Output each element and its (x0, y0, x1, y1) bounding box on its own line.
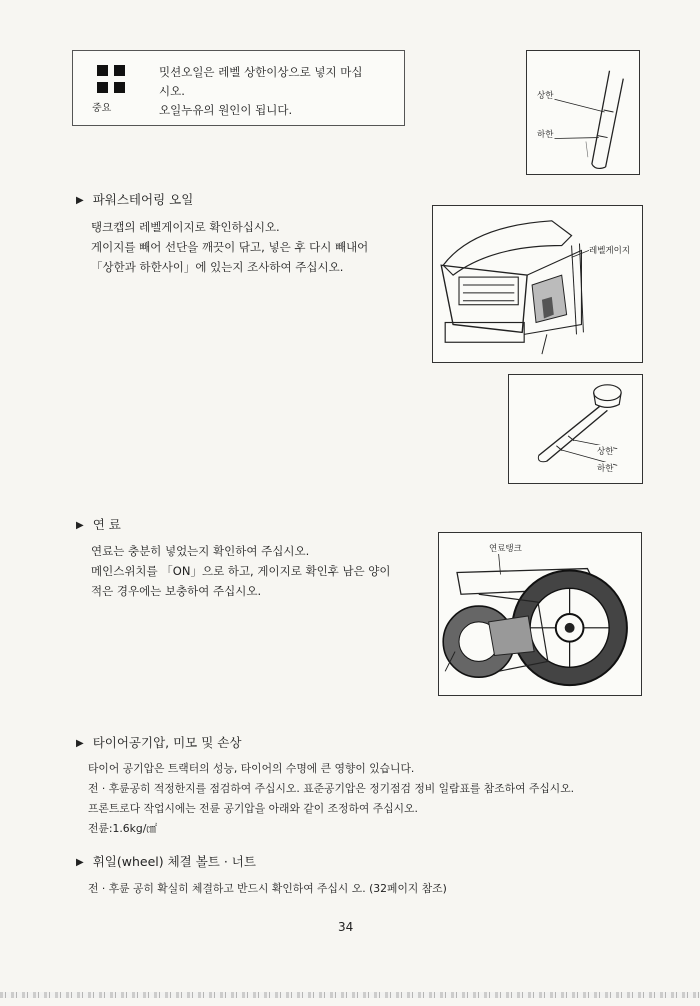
paragraph-line: 탱크캡의 레벨게이지로 확인하십시오. (91, 220, 280, 234)
fuel-tank-label: 연료탱크 (489, 544, 522, 554)
paragraph-line: 전 · 후륜 공히 확실히 체결하고 반드시 확인하여 주십시 오. (32페이지 참조) (88, 882, 447, 895)
section-wheel-body (88, 879, 447, 899)
triangle-arrow-icon: ▶ (76, 520, 84, 531)
dipstick-figure-top (526, 50, 640, 175)
scan-edge-artifact (0, 992, 700, 998)
paragraph-line: 타이어 공기압은 트랙터의 성능, 타이어의 수명에 큰 영향이 있습니다. (88, 762, 415, 775)
paragraph-line: 「상한과 하한사이」에 있는지 조사하여 주십시오. (91, 260, 344, 274)
dipstick-gauge-illustration (509, 375, 642, 483)
notice-text (159, 63, 399, 120)
section-tire-body (88, 759, 574, 839)
triangle-arrow-icon: ▶ (76, 195, 84, 206)
notice-box (72, 50, 405, 126)
tractor-front-illustration (433, 206, 642, 362)
dipstick-illustration (527, 51, 639, 174)
paragraph-line: 적은 경우에는 보충하여 주십시오. (91, 584, 262, 598)
paragraph-line: 연료는 충분히 넣었는지 확인하여 주십시오. (91, 544, 310, 558)
paragraph-line: 게이지를 빼어 선단을 깨끗이 닦고, 넣은 후 다시 빼내어 (91, 240, 369, 254)
section-fuel-title: ▶ 연 료 (76, 517, 121, 532)
warning-icon (97, 65, 125, 93)
section-wheel-title: ▶ 휘일(wheel) 체결 볼트 · 너트 (76, 854, 256, 869)
paragraph-line: 메인스위치를 「ON」으로 하고, 게이지로 확인후 남은 양이 (91, 564, 391, 578)
triangle-arrow-icon: ▶ (76, 857, 84, 868)
paragraph-line: 프론트로다 작업시에는 전륜 공기압을 아래와 같이 조정하여 주십시오. (88, 802, 418, 815)
tractor-wheel-illustration (439, 533, 641, 695)
lower-limit-label: 하한 (537, 130, 554, 140)
lower-limit-label: 하한 (597, 464, 614, 474)
notice-line: 오일누유의 원인이 됩니다. (159, 103, 293, 117)
upper-limit-label: 상한 (537, 91, 554, 101)
section-tire-title: ▶ 타이어공기압, 미모 및 손상 (76, 735, 242, 750)
notice-line: 시오. (159, 84, 185, 98)
fuel-tank-figure (438, 532, 642, 696)
level-gauge-label: 레벨게이지 (589, 246, 631, 256)
paragraph-line: 전륜:1.6kg/㎠ (88, 822, 158, 835)
triangle-arrow-icon: ▶ (76, 738, 84, 749)
section-fuel-body (91, 541, 391, 601)
notice-line: 밋션오일은 레벨 상한이상으로 넣지 마십 (159, 65, 363, 79)
paragraph-line: 전 · 후륜공히 적정한지를 점검하여 주십시오. 표준공기압은 정기점검 정비 일람표를 참조하여 주십시오. (88, 782, 575, 795)
tractor-front-figure (432, 205, 643, 363)
section-power-steering-body (91, 217, 368, 277)
section-power-steering-title: ▶ 파워스테어링 오일 (76, 192, 194, 207)
notice-label: 중요 (92, 103, 112, 114)
dipstick-figure-mid (508, 374, 643, 484)
page-number: 34 (338, 920, 354, 934)
upper-limit-label: 상한 (597, 447, 614, 457)
